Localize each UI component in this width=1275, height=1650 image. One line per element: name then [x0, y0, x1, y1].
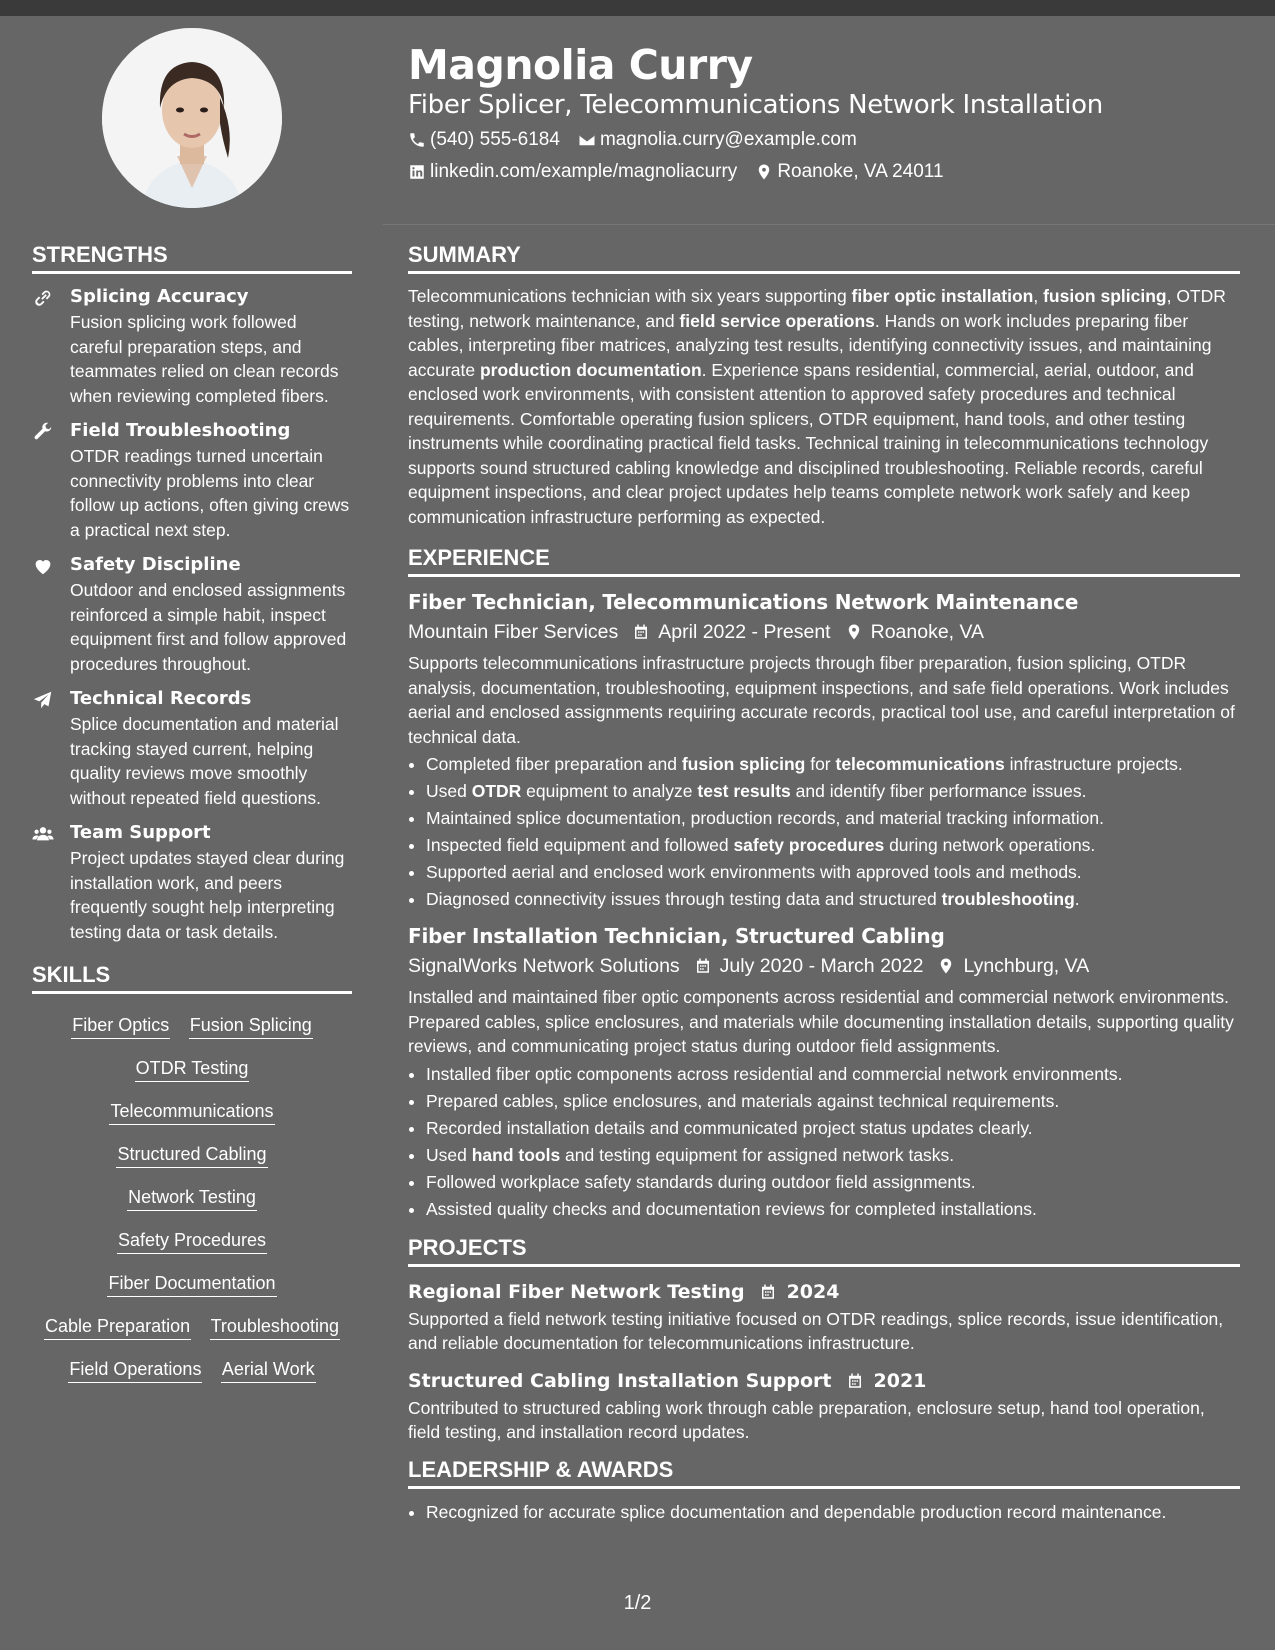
- candidate-title: Fiber Splicer, Telecommunications Network Installation: [408, 90, 1103, 120]
- bullet-item: • Assisted quality checks and documentation reviews for completed installations.: [426, 1196, 1240, 1223]
- strength-title: Team Support: [70, 822, 211, 843]
- strength-desc: Outdoor and enclosed assignments reinforced a simple habit, inspect equipment first and follow approved procedures throughout.: [70, 580, 347, 674]
- phone-text: (540) 555-6184: [430, 129, 560, 150]
- job-company: SignalWorks Network Solutions: [408, 955, 680, 977]
- right-column: [408, 240, 1240, 1526]
- calendar-icon: [759, 1283, 777, 1301]
- skill-tag: Structured Cabling: [116, 1141, 267, 1168]
- left-column: [32, 240, 352, 1391]
- skill-tag: Aerial Work: [221, 1356, 316, 1383]
- bullet-item: • Maintained splice documentation, production records, and material tracking information.: [426, 805, 1240, 832]
- email-contact[interactable]: [578, 124, 857, 156]
- skill-tag: OTDR Testing: [135, 1055, 250, 1082]
- strength-item: [32, 686, 352, 810]
- link-icon: [32, 287, 54, 309]
- job-bullets: [408, 751, 1240, 913]
- job-dates: April 2022 - Present: [658, 621, 831, 643]
- job-bullets: [408, 1061, 1240, 1223]
- skill-tag: Safety Procedures: [117, 1227, 267, 1254]
- job-description: Installed and maintained fiber optic components across residential and commercial network environments. Prepared cables, splice enclosures, and materials while documenting installation details, supporting quality reviews, and communicating project status during outdoor field assignments.: [408, 987, 1234, 1056]
- strength-item: [32, 552, 352, 676]
- skill-tag: Field Operations: [68, 1356, 202, 1383]
- contact-row-1: [408, 124, 1248, 156]
- project-entry: [408, 1366, 1240, 1445]
- strengths-heading: STRENGTHS: [32, 240, 352, 274]
- strength-desc: Fusion splicing work followed careful preparation steps, and teammates relied on clean records when reviewing completed fibers.: [70, 312, 339, 406]
- bullet-item: • Used OTDR equipment to analyze test results and identify fiber performance issues.: [426, 778, 1240, 805]
- strength-title: Field Troubleshooting: [70, 420, 291, 441]
- map-pin-icon: [937, 957, 955, 975]
- job-description: Supports telecommunications infrastructure projects through fiber preparation, fusion splicing, OTDR analysis, documentation, troubleshooting, equipment inspections, and safe field operations. Work includes aerial and enclosed assignments requiring accurate records, practical tool use, and careful interpretation of technical data.: [408, 653, 1235, 747]
- job-dates: July 2020 - March 2022: [719, 955, 924, 977]
- strength-desc: OTDR readings turned uncertain connectivity problems into clear follow up actions, often giving crews a practical next step.: [70, 446, 350, 540]
- email-text: magnolia.curry@example.com: [599, 129, 857, 150]
- project-title: Regional Fiber Network Testing: [408, 1280, 745, 1303]
- linkedin-contact[interactable]: [408, 156, 737, 188]
- project-description: Supported a field network testing initiative focused on OTDR readings, splice records, issue identification, and reliable documentation for telecommunications infrastructure.: [408, 1308, 1224, 1353]
- project-description: Contributed to structured cabling work through cable preparation, enclosure setup, hand tool operation, field testing, and installation record updates.: [408, 1397, 1205, 1442]
- bullet-item: • Used hand tools and testing equipment for assigned network tasks.: [426, 1142, 1240, 1169]
- skills-list: [32, 1004, 352, 1391]
- heart-icon: [32, 555, 54, 577]
- contact-row-2: [408, 156, 1248, 188]
- skill-tag: Telecommunications: [109, 1098, 274, 1125]
- strength-item: [32, 418, 352, 542]
- envelope-icon: [578, 131, 596, 149]
- job-entry: [408, 921, 1240, 1223]
- phone-icon: [408, 131, 426, 149]
- calendar-icon: [694, 957, 712, 975]
- job-company: Mountain Fiber Services: [408, 621, 619, 643]
- strength-desc: Splice documentation and material tracking stayed current, helping quality reviews move smoothly without repeated field questions.: [70, 714, 339, 808]
- candidate-name: Magnolia Curry: [408, 41, 753, 89]
- map-pin-icon: [755, 163, 773, 181]
- bullet-item: • Followed workplace safety standards during outdoor field assignments.: [426, 1169, 1240, 1196]
- page-number: 1/2: [623, 1592, 652, 1614]
- job-title: Fiber Technician, Telecommunications Network Maintenance: [408, 590, 1079, 614]
- skill-tag: Cable Preparation: [44, 1313, 191, 1340]
- resume-header: [408, 40, 1248, 188]
- project-title: Structured Cabling Installation Support: [408, 1369, 832, 1392]
- skill-tag: Network Testing: [127, 1184, 257, 1211]
- project-year: 2024: [786, 1280, 840, 1303]
- bullet-item: • Supported aerial and enclosed work environments with approved tools and methods.: [426, 859, 1240, 886]
- bullet-item: • Completed fiber preparation and fusion splicing for telecommunications infrastructure projects.: [426, 751, 1240, 778]
- bullet-item: • Installed fiber optic components across residential and commercial network environments.: [426, 1061, 1240, 1088]
- profile-photo: [102, 28, 282, 208]
- job-location: Lynchburg, VA: [963, 955, 1090, 977]
- bullet-item: • Diagnosed connectivity issues through testing data and structured troubleshooting.: [426, 886, 1240, 913]
- job-meta: [408, 617, 1240, 647]
- strength-title: Splicing Accuracy: [70, 286, 249, 307]
- skill-tag: Fiber Documentation: [107, 1270, 276, 1297]
- bullet-item: • Inspected field equipment and followed safety procedures during network operations.: [426, 832, 1240, 859]
- leadership-list: [408, 1499, 1240, 1526]
- project-year: 2021: [873, 1369, 927, 1392]
- projects-heading: PROJECTS: [408, 1233, 1240, 1267]
- calendar-icon: [846, 1372, 864, 1390]
- phone-contact[interactable]: [408, 124, 560, 156]
- project-entry: [408, 1277, 1240, 1356]
- skills-heading: SKILLS: [32, 960, 352, 994]
- header-divider: [383, 224, 1275, 225]
- paper-plane-icon: [32, 689, 54, 711]
- skill-tag: Fusion Splicing: [189, 1012, 313, 1039]
- strength-item: [32, 284, 352, 408]
- users-icon: [32, 823, 54, 845]
- job-title: Fiber Installation Technician, Structured Cabling: [408, 924, 945, 948]
- linkedin-text: linkedin.com/example/magnoliacurry: [430, 161, 738, 182]
- strength-item: [32, 820, 352, 944]
- strength-desc: Project updates stayed clear during installation work, and peers frequently sought help interpreting testing data or task details.: [70, 848, 345, 942]
- bullet-item: • Recorded installation details and communicated project status updates clearly.: [426, 1115, 1240, 1142]
- calendar-icon: [632, 623, 650, 641]
- wrench-icon: [32, 421, 54, 443]
- job-meta: [408, 951, 1240, 981]
- skill-tag: Fiber Optics: [71, 1012, 170, 1039]
- leadership-heading: LEADERSHIP & AWARDS: [408, 1455, 1240, 1489]
- job-location: Roanoke, VA: [870, 621, 985, 643]
- bullet-item: • Prepared cables, splice enclosures, and materials against technical requirements.: [426, 1088, 1240, 1115]
- strength-title: Safety Discipline: [70, 554, 241, 575]
- summary-heading: SUMMARY: [408, 240, 1240, 274]
- experience-heading: EXPERIENCE: [408, 543, 1240, 577]
- map-pin-icon: [845, 623, 863, 641]
- bullet-item: • Recognized for accurate splice documentation and dependable production record maintenance.: [426, 1499, 1240, 1526]
- skill-tag: Troubleshooting: [210, 1313, 340, 1340]
- job-entry: [408, 587, 1240, 913]
- strength-title: Technical Records: [70, 688, 252, 709]
- location-contact: [755, 156, 943, 188]
- location-text: Roanoke, VA 24011: [777, 161, 944, 182]
- top-bar: [0, 0, 1275, 16]
- summary-text: Telecommunications technician with six years supporting fiber optic installation, fusion splicing, OTDR testing, network maintenance, and field service operations. Hands on work includes preparing fiber cables, interpreting fiber matrices, analyzing test results, identifying connectivity issues, and maintaining accurate production documentation. Experience spans residential, commercial, aerial, outdoor, and enclosed work environments, with consistent attention to approved safety procedures and technical requirements. Comfortable operating fusion splicers, OTDR equipment, hand tools, and other testing instruments while coordinating practical field tasks. Technical training in telecommunications technology supports sound structured cabling knowledge and disciplined troubleshooting. Reliable records, careful equipment inspections, and clear project updates help teams complete network work safely and keep communication infrastructure performing as expected.: [408, 286, 1226, 527]
- linkedin-icon: [408, 163, 426, 181]
